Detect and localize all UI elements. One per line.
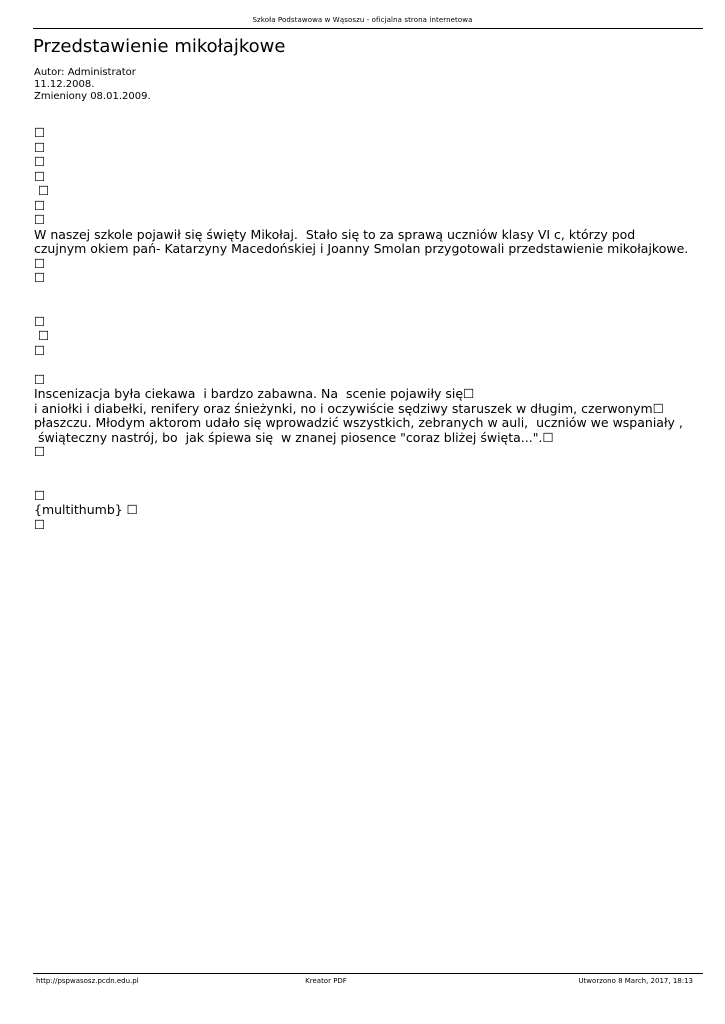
body-line: ☐ <box>34 487 46 503</box>
body-line: ☐ <box>34 342 46 358</box>
footer-url-link[interactable]: http://pspwasosz.pcdn.edu.pl <box>36 977 139 985</box>
body-line: {multithumb} ☐ <box>34 502 138 517</box>
body-line: ☐ <box>34 328 50 343</box>
body-line: ☐ <box>34 255 46 271</box>
body-line: ☐ <box>34 139 46 155</box>
body-line: ☐ <box>34 516 46 532</box>
body-line: ☐ <box>34 197 46 213</box>
header-divider <box>33 28 703 29</box>
body-line: ☐ <box>34 371 46 387</box>
footer-generator: Kreator PDF <box>305 977 347 985</box>
blank-line <box>34 300 704 315</box>
blank-line <box>34 460 704 475</box>
body-line: ☐ <box>34 183 50 198</box>
body-line: ☐ <box>34 444 46 459</box>
body-line: ☐ <box>34 270 46 285</box>
article-modified-date: Zmieniony 08.01.2009. <box>34 91 151 102</box>
blank-line <box>34 358 704 373</box>
body-line: ☐ <box>34 154 46 169</box>
body-line: W naszej szkole pojawił się święty Mikołaj. Stało się to za sprawą uczniów klasy VI c, którzy pod <box>34 226 636 242</box>
site-header-title: Szkoła Podstawowa w Wąsoszu - oficjalna strona internetowa <box>252 16 473 24</box>
body-line: ☐ <box>34 212 46 227</box>
body-line: świąteczny nastrój, bo jak śpiewa się w znanej piosence "coraz bliżej święta...".☐ <box>34 429 554 445</box>
article-created-date: 11.12.2008. <box>34 79 95 90</box>
blank-line <box>34 474 704 489</box>
body-line: Inscenizacja była ciekawa i bardzo zabawna. Na scenie pojawiły się☐ <box>34 386 475 401</box>
body-line: czujnym okiem pań- Katarzyny Macedońskiej i Joanny Smolan przygotowali przedstawienie mikołajkowe. <box>34 241 689 256</box>
body-line: ☐ <box>34 125 46 140</box>
article-meta <box>34 67 151 103</box>
blank-line <box>34 286 704 301</box>
body-line: płaszczu. Młodym aktorom udało się wprowadzić wszystkich, zebranych w auli, uczniów we wspaniały , <box>34 415 683 430</box>
footer-created-date: Utworzono 8 March, 2017, 18:13 <box>578 977 693 985</box>
body-line: ☐ <box>34 168 46 184</box>
body-line: ☐ <box>34 313 46 329</box>
footer-divider <box>33 973 703 974</box>
article-author: Autor: Administrator <box>34 67 136 78</box>
article-body <box>34 126 704 532</box>
body-line: i aniołki i diabełki, renifery oraz śnieżynki, no i oczywiście sędziwy staruszek w długim, czerwonym☐ <box>34 400 664 416</box>
article-title: Przedstawienie mikołajkowe <box>33 36 286 57</box>
